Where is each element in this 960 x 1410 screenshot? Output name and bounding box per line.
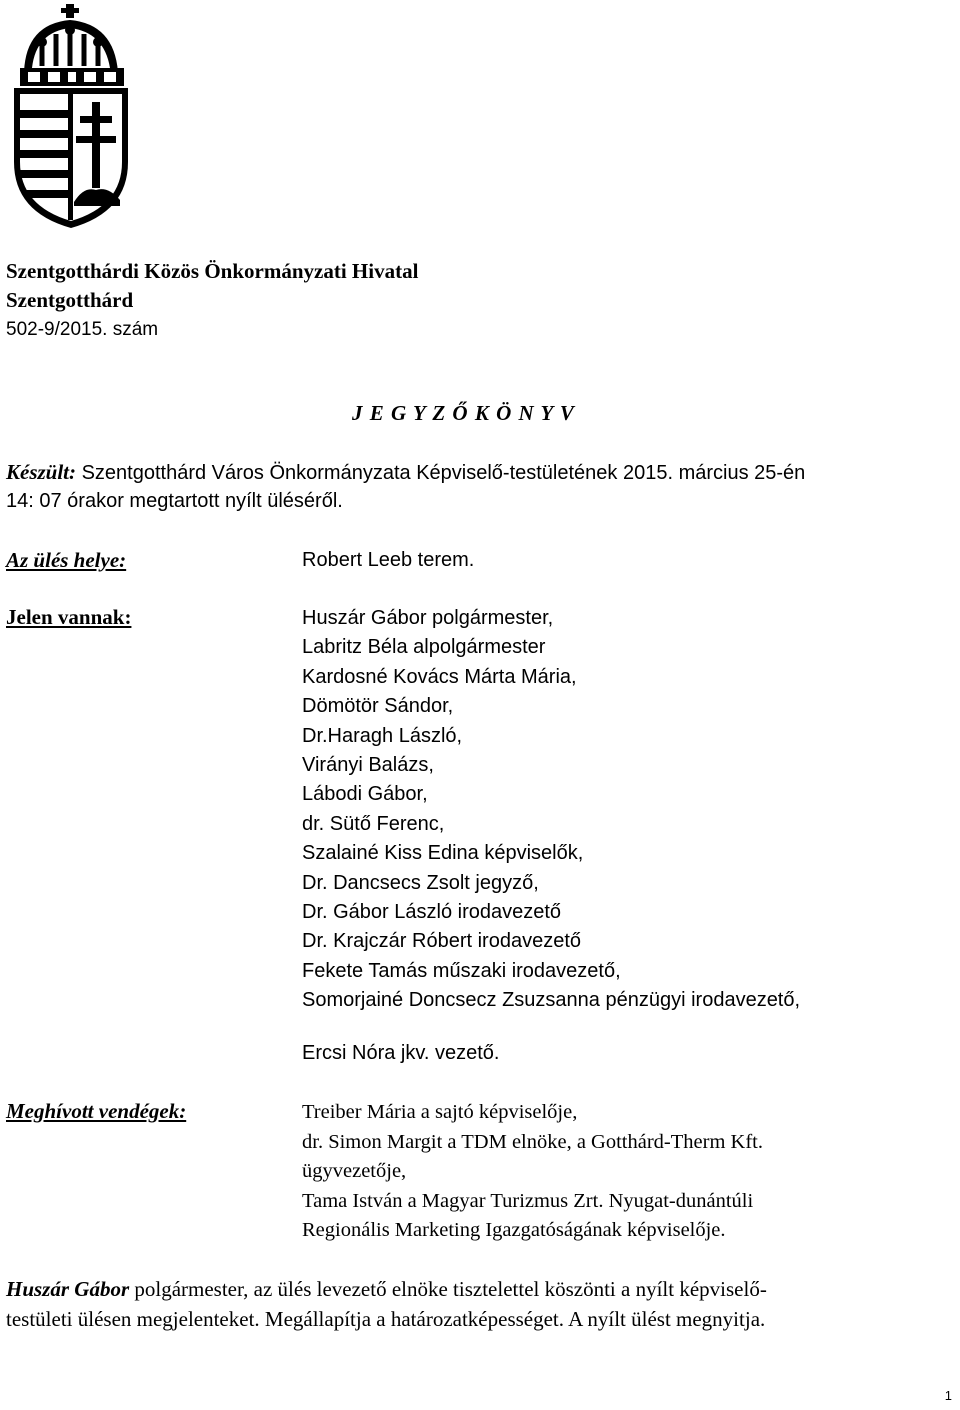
intro-line-2: 14: 07 órakor megtartott nyílt üléséről. <box>6 490 343 512</box>
list-item: Treiber Mária a sajtó képviselője, <box>302 1101 578 1123</box>
recorder: Ercsi Nóra jkv. vezető. <box>302 1042 500 1064</box>
present-label: Jelen vannak: <box>6 605 132 629</box>
closing-line-1 <box>6 1274 940 1304</box>
closing-paragraph <box>6 1274 940 1334</box>
list-item: Regionális Marketing Igazgatóságának képviselője. <box>302 1219 726 1241</box>
list-item: Somorjainé Doncsecz Zsuzsanna pénzügyi irodavezető, <box>302 989 801 1012</box>
list-item: dr. Sütő Ferenc, <box>302 812 445 835</box>
list-item: Labritz Béla alpolgármester <box>302 636 546 659</box>
list-item: ügyvezetője, <box>302 1160 407 1182</box>
list-item: Dr. Krajczár Róbert irodavezető <box>302 930 582 953</box>
venue-value: Robert Leeb terem. <box>302 549 475 571</box>
list-item: Lábodi Gábor, <box>302 783 428 806</box>
guests-list <box>302 1098 763 1246</box>
list-item: Dömötör Sándor, <box>302 695 454 718</box>
document-number: 502-9/2015. szám <box>6 319 159 340</box>
present-list <box>302 604 800 1016</box>
intro-line-1 <box>6 460 805 485</box>
list-item: Tama István a Magyar Turizmus Zrt. Nyugat-dunántúli <box>302 1189 754 1212</box>
closing-text-1: polgármester, az ülés levezető elnöke tisztelettel köszönti a nyílt képviselő- <box>129 1277 767 1301</box>
list-item: Kardosné Kovács Márta Mária, <box>302 665 577 688</box>
guests-label: Meghívott vendégek: <box>6 1099 187 1123</box>
venue-label: Az ülés helye: <box>6 548 127 572</box>
office-name: Szentgotthárdi Közös Önkormányzati Hivatal <box>6 259 419 283</box>
list-item: Virányi Balázs, <box>302 754 434 777</box>
city-name: Szentgotthárd <box>6 288 134 312</box>
intro-label: Készült: <box>6 460 77 484</box>
list-item: Szalainé Kiss Edina képviselők, <box>302 842 584 865</box>
list-item: Dr. Dancsecs Zsolt jegyző, <box>302 871 539 894</box>
coat-of-arms-icon <box>10 2 132 230</box>
list-item: Dr. Gábor László irodavezető <box>302 901 562 924</box>
closing-line-2: testületi ülésen megjelenteket. Megállapítja a határozatképességet. A nyílt ülést megnyitja. <box>6 1307 766 1331</box>
list-item: Huszár Gábor polgármester, <box>302 607 554 629</box>
chair-name: Huszár Gábor <box>6 1277 130 1301</box>
intro-text-1: Szentgotthárd Város Önkormányzata Képviselő-testületének 2015. március 25-én <box>76 462 806 484</box>
document-title: J E G Y Z Ő K Ö N Y V <box>352 401 575 425</box>
page-number: 1 <box>944 1388 952 1403</box>
list-item: dr. Simon Margit a TDM elnöke, a Gotthárd-Therm Kft. <box>302 1130 763 1153</box>
list-item: Fekete Tamás műszaki irodavezető, <box>302 959 621 982</box>
list-item: Dr.Haragh László, <box>302 724 463 747</box>
